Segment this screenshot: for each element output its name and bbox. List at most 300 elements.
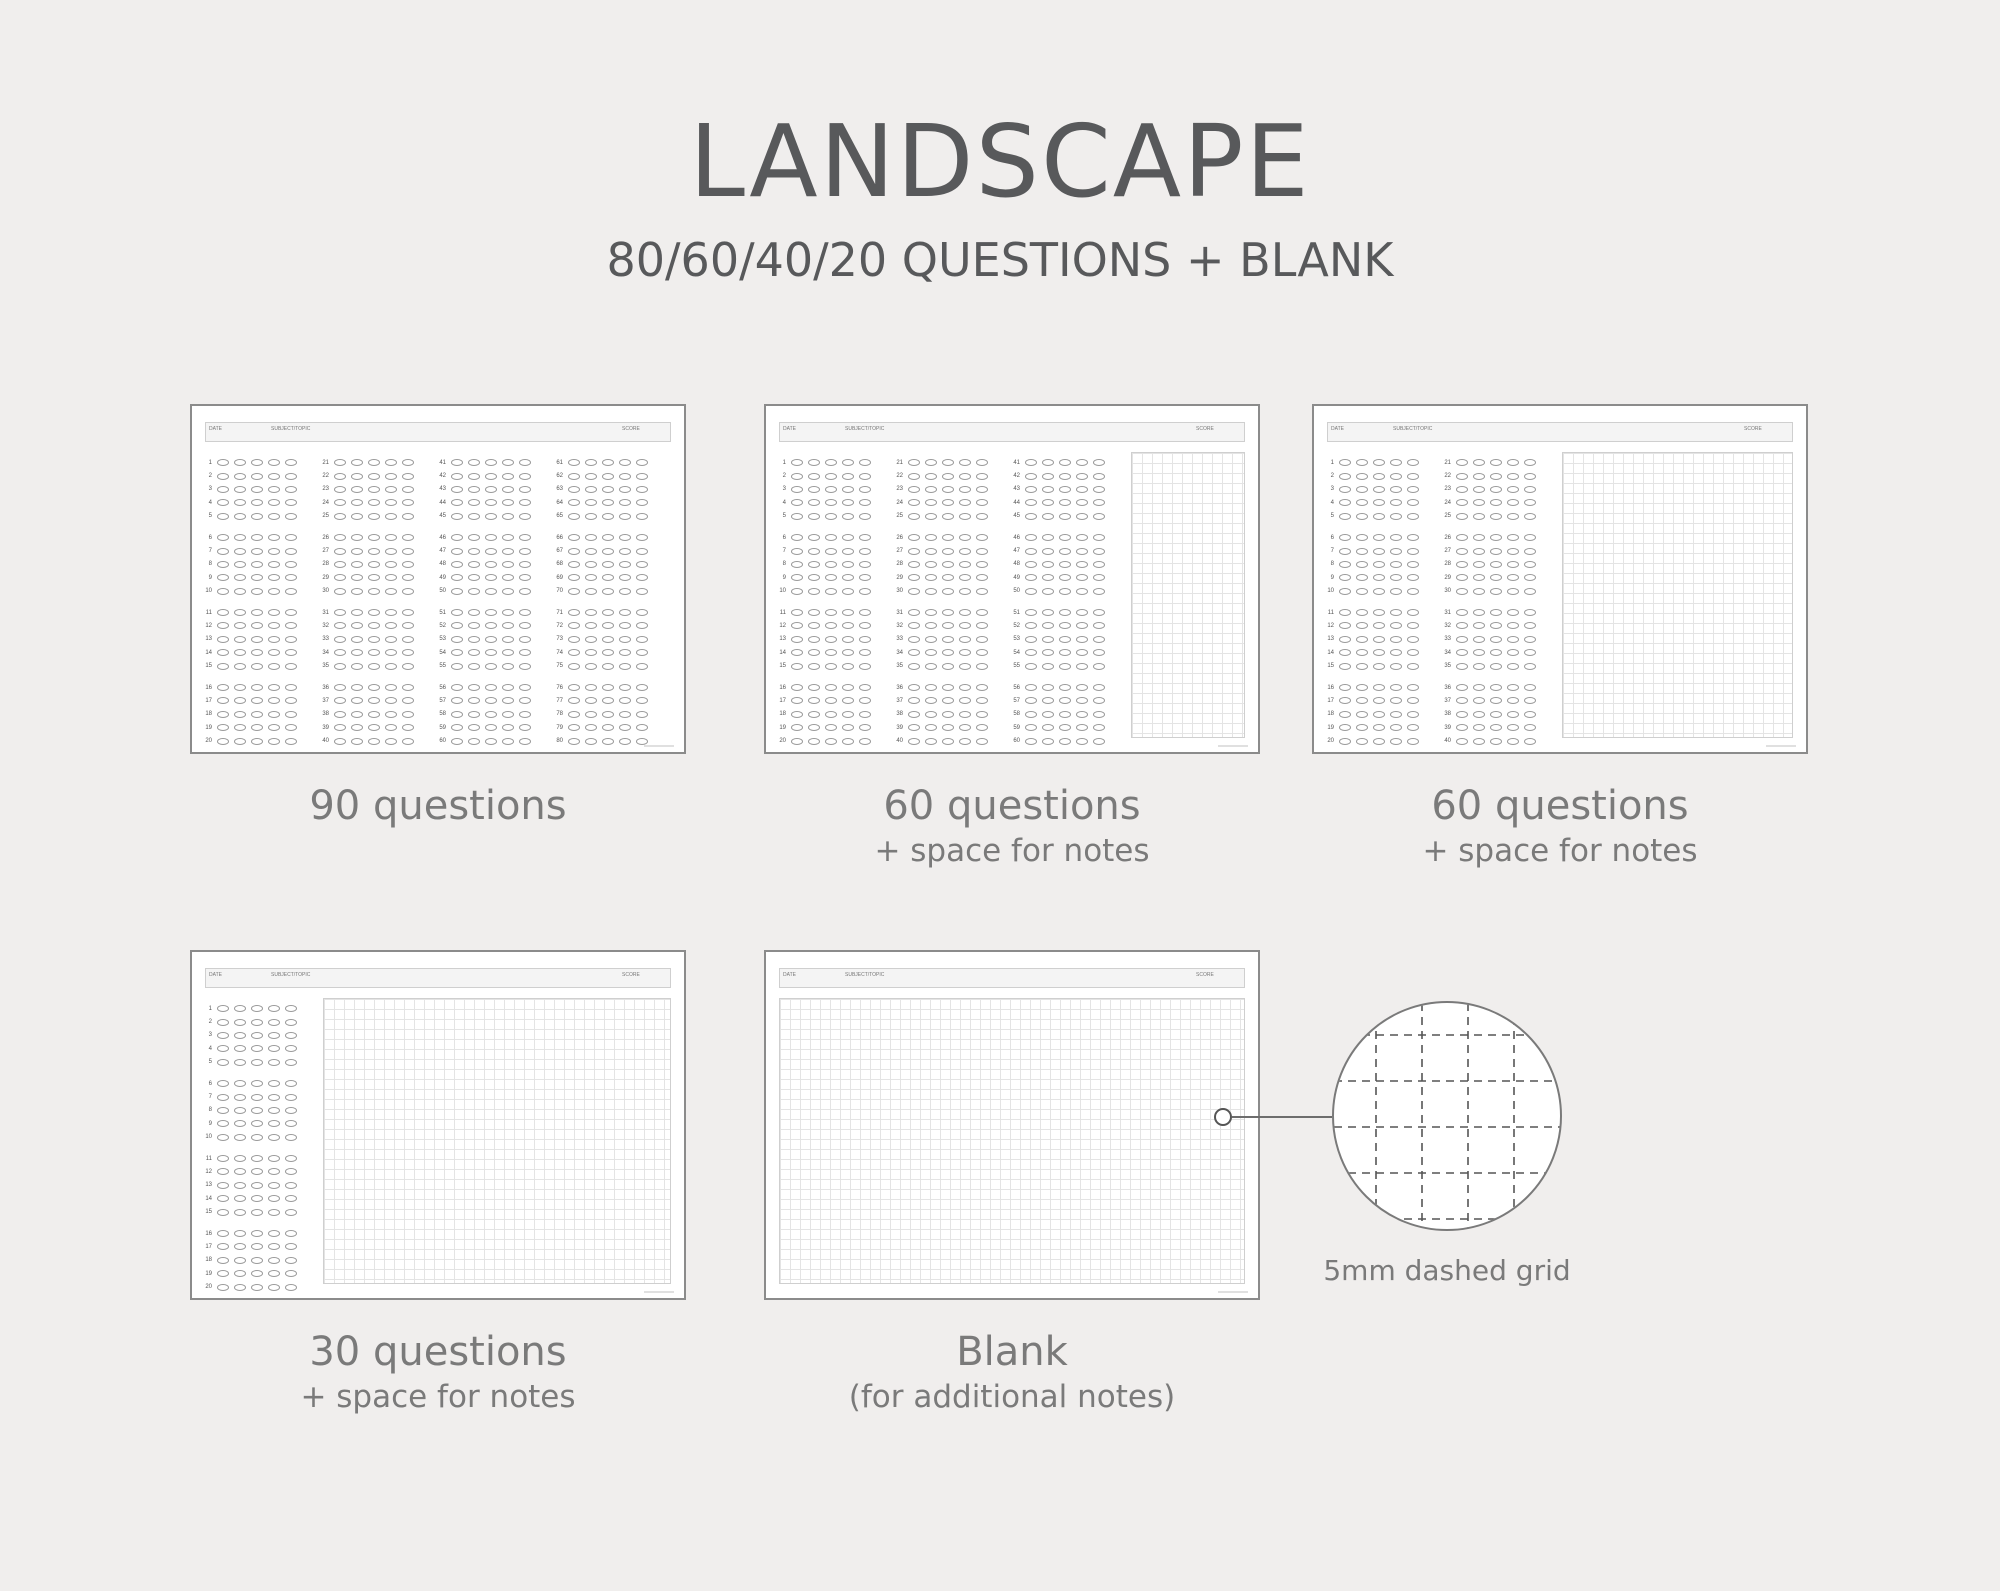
answer-bubble [1407, 609, 1419, 616]
answer-bubble [351, 561, 363, 568]
answer-bubble [859, 684, 871, 691]
answer-bubble [585, 574, 597, 581]
answer-row: 4 [198, 496, 302, 509]
answer-bubble [402, 486, 414, 493]
answer-bubble [285, 1059, 297, 1066]
answer-row: 24 [1437, 496, 1541, 509]
answer-bubble [217, 1045, 229, 1052]
answer-bubble [908, 636, 920, 643]
answer-bubble [925, 663, 937, 670]
answer-bubble [451, 548, 463, 555]
answer-bubble [859, 636, 871, 643]
answer-bubble [451, 534, 463, 541]
answer-bubble [1390, 459, 1402, 466]
answer-bubble [485, 499, 497, 506]
answer-bubble [519, 561, 531, 568]
answer-bubble [602, 724, 614, 731]
answer-bubble [1025, 473, 1037, 480]
answer-row: 23 [315, 483, 419, 496]
answer-bubble [251, 499, 263, 506]
answer-bubble [368, 473, 380, 480]
sheet-header-bar [205, 422, 671, 442]
answer-bubble [368, 711, 380, 718]
answer-bubble [976, 473, 988, 480]
answer-bubble [619, 622, 631, 629]
answer-bubble [451, 486, 463, 493]
answer-row: 17 [198, 1240, 302, 1253]
answer-bubble [1373, 561, 1385, 568]
answer-bubble [602, 513, 614, 520]
answer-bubble [502, 561, 514, 568]
question-column [772, 456, 876, 754]
answer-bubble [1076, 499, 1088, 506]
answer-bubble [1059, 459, 1071, 466]
answer-bubble [468, 548, 480, 555]
answer-bubble [234, 684, 246, 691]
answer-bubble [1076, 513, 1088, 520]
answer-bubble [217, 1270, 229, 1277]
answer-bubble [636, 473, 648, 480]
answer-bubble [1076, 636, 1088, 643]
answer-row: 35 [889, 659, 993, 672]
answer-bubble [285, 636, 297, 643]
answer-bubble [1473, 548, 1485, 555]
answer-bubble [976, 738, 988, 745]
answer-bubble [1407, 473, 1419, 480]
answer-bubble [1456, 684, 1468, 691]
answer-bubble [908, 486, 920, 493]
answer-bubble [368, 548, 380, 555]
answer-bubble [385, 588, 397, 595]
answer-bubble [468, 609, 480, 616]
answer-bubble [1025, 513, 1037, 520]
answer-bubble [502, 697, 514, 704]
answer-bubble [959, 473, 971, 480]
answer-bubble [385, 711, 397, 718]
answer-bubble [976, 499, 988, 506]
answer-bubble [285, 1230, 297, 1237]
answer-bubble [268, 1270, 280, 1277]
sheet-header-subject: SUBJECT/TOPIC [271, 426, 311, 432]
answer-bubble [636, 649, 648, 656]
answer-bubble [1076, 588, 1088, 595]
answer-bubble [842, 738, 854, 745]
answer-bubble [585, 513, 597, 520]
answer-bubble [602, 649, 614, 656]
answer-bubble [1524, 513, 1536, 520]
answer-bubble [1507, 622, 1519, 629]
answer-bubble [808, 724, 820, 731]
answer-bubble [842, 636, 854, 643]
answer-bubble [234, 1270, 246, 1277]
caption-main: 90 questions [309, 783, 567, 829]
answer-bubble [468, 684, 480, 691]
answer-bubble [1025, 561, 1037, 568]
answer-bubble [859, 548, 871, 555]
answer-bubble [1093, 697, 1105, 704]
answer-bubble [976, 561, 988, 568]
answer-row: 65 [549, 510, 653, 523]
answer-bubble [1042, 548, 1054, 555]
answer-bubble [451, 609, 463, 616]
answer-bubble [402, 636, 414, 643]
answer-bubble [925, 548, 937, 555]
answer-bubble [502, 459, 514, 466]
answer-bubble [1507, 499, 1519, 506]
answer-bubble [351, 548, 363, 555]
answer-bubble [234, 473, 246, 480]
dashed-grid-icon [1334, 1003, 1562, 1231]
answer-bubble [619, 609, 631, 616]
answer-bubble [636, 738, 648, 745]
answer-bubble [976, 684, 988, 691]
answer-bubble [568, 574, 580, 581]
sheet-footer-mark [1218, 745, 1248, 747]
answer-row: 41 [432, 456, 536, 469]
answer-bubble [976, 649, 988, 656]
answer-bubble [334, 588, 346, 595]
answer-row: 20 [198, 734, 302, 747]
answer-bubble [402, 663, 414, 670]
answer-bubble [251, 548, 263, 555]
sheet-header-bar [779, 968, 1245, 988]
answer-bubble [602, 548, 614, 555]
answer-row: 39 [315, 721, 419, 734]
answer-bubble [268, 622, 280, 629]
answer-row: 16 [772, 681, 876, 694]
question-column [198, 456, 302, 754]
answer-bubble [1339, 588, 1351, 595]
answer-bubble [908, 534, 920, 541]
answer-bubble [925, 649, 937, 656]
answer-row: 66 [549, 531, 653, 544]
answer-bubble [268, 1059, 280, 1066]
answer-bubble [1059, 649, 1071, 656]
answer-bubble [285, 1045, 297, 1052]
answer-bubble [1093, 684, 1105, 691]
answer-bubble [285, 1257, 297, 1264]
answer-bubble [825, 561, 837, 568]
answer-bubble [842, 724, 854, 731]
answer-bubble [217, 1284, 229, 1291]
question-column [315, 456, 419, 754]
answer-bubble [285, 1005, 297, 1012]
answer-bubble [1456, 499, 1468, 506]
answer-bubble [268, 561, 280, 568]
answer-bubble [385, 697, 397, 704]
answer-row: 20 [772, 734, 876, 747]
answer-bubble [1042, 649, 1054, 656]
answer-bubble [791, 486, 803, 493]
answer-row: 45 [432, 510, 536, 523]
answer-bubble [1507, 459, 1519, 466]
answer-bubble [502, 473, 514, 480]
answer-row: 54 [432, 646, 536, 659]
answer-bubble [451, 588, 463, 595]
answer-bubble [234, 1005, 246, 1012]
answer-bubble [217, 473, 229, 480]
answer-bubble [334, 697, 346, 704]
answer-bubble [925, 499, 937, 506]
answer-bubble [1025, 711, 1037, 718]
answer-bubble [285, 1284, 297, 1291]
answer-row: 24 [889, 496, 993, 509]
answer-bubble [1042, 561, 1054, 568]
answer-bubble [1456, 649, 1468, 656]
answer-row: 18 [1320, 708, 1424, 721]
answer-bubble [268, 486, 280, 493]
answer-bubble [791, 499, 803, 506]
answer-row: 33 [889, 633, 993, 646]
answer-bubble [842, 548, 854, 555]
answer-bubble [451, 724, 463, 731]
answer-bubble [808, 697, 820, 704]
answer-bubble [385, 649, 397, 656]
answer-bubble [1042, 534, 1054, 541]
answer-row: 62 [549, 469, 653, 482]
answer-bubble [1042, 636, 1054, 643]
answer-bubble [568, 738, 580, 745]
answer-row: 29 [889, 571, 993, 584]
caption-sub: + space for notes [300, 1379, 576, 1415]
answer-bubble [251, 1134, 263, 1141]
answer-bubble [217, 1230, 229, 1237]
answer-row: 19 [1320, 721, 1424, 734]
answer-bubble [1390, 697, 1402, 704]
answer-bubble [1490, 513, 1502, 520]
answer-row: 22 [315, 469, 419, 482]
answer-row: 20 [1320, 734, 1424, 747]
answer-bubble [268, 1094, 280, 1101]
answer-bubble [1076, 574, 1088, 581]
answer-bubble [585, 663, 597, 670]
answer-bubble [636, 609, 648, 616]
answer-bubble [908, 711, 920, 718]
answer-bubble [251, 486, 263, 493]
answer-bubble [1059, 684, 1071, 691]
question-column [549, 456, 653, 754]
answer-bubble [636, 588, 648, 595]
answer-bubble [585, 738, 597, 745]
answer-bubble [451, 561, 463, 568]
answer-bubble [791, 724, 803, 731]
answer-row: 43 [1006, 483, 1110, 496]
answer-bubble [1373, 574, 1385, 581]
answer-row: 54 [1006, 646, 1110, 659]
answer-bubble [502, 609, 514, 616]
answer-bubble [1356, 548, 1368, 555]
answer-bubble [368, 622, 380, 629]
answer-bubble [351, 473, 363, 480]
answer-bubble [402, 548, 414, 555]
answer-row: 40 [315, 734, 419, 747]
answer-bubble [217, 1005, 229, 1012]
answer-row: 28 [889, 558, 993, 571]
answer-bubble [217, 1107, 229, 1114]
answer-bubble [942, 574, 954, 581]
answer-row: 9 [1320, 571, 1424, 584]
answer-bubble [925, 534, 937, 541]
answer-bubble [619, 561, 631, 568]
answer-bubble [1076, 548, 1088, 555]
answer-bubble [251, 1270, 263, 1277]
answer-bubble [842, 684, 854, 691]
answer-bubble [619, 588, 631, 595]
answer-bubble [859, 561, 871, 568]
answer-bubble [1390, 684, 1402, 691]
answer-bubble [1373, 684, 1385, 691]
answer-bubble [251, 697, 263, 704]
answer-bubble [1025, 574, 1037, 581]
answer-bubble [1356, 513, 1368, 520]
answer-bubble [502, 574, 514, 581]
answer-row: 30 [889, 585, 993, 598]
answer-bubble [1339, 738, 1351, 745]
answer-bubble [808, 649, 820, 656]
zoom-anchor-dot [1214, 1108, 1232, 1126]
answer-bubble [268, 499, 280, 506]
answer-bubble [1093, 459, 1105, 466]
answer-row: 14 [772, 646, 876, 659]
answer-bubble [251, 724, 263, 731]
answer-row: 36 [889, 681, 993, 694]
answer-row: 26 [1437, 531, 1541, 544]
answer-bubble [1456, 473, 1468, 480]
answer-bubble [1025, 486, 1037, 493]
answer-bubble [908, 588, 920, 595]
answer-bubble [942, 724, 954, 731]
answer-bubble [519, 486, 531, 493]
answer-bubble [1059, 636, 1071, 643]
answer-bubble [825, 738, 837, 745]
answer-bubble [268, 663, 280, 670]
answer-row: 7 [1320, 544, 1424, 557]
answer-bubble [959, 548, 971, 555]
answer-bubble [285, 1155, 297, 1162]
answer-bubble [485, 636, 497, 643]
answer-bubble [1025, 738, 1037, 745]
answer-bubble [251, 636, 263, 643]
answer-bubble [791, 663, 803, 670]
answer-bubble [519, 622, 531, 629]
answer-bubble [808, 513, 820, 520]
answer-bubble [808, 738, 820, 745]
answer-bubble [351, 649, 363, 656]
answer-row: 8 [772, 558, 876, 571]
answer-bubble [385, 499, 397, 506]
answer-bubble [217, 609, 229, 616]
answer-bubble [1339, 724, 1351, 731]
answer-bubble [925, 513, 937, 520]
answer-bubble [485, 486, 497, 493]
answer-bubble [351, 724, 363, 731]
template-caption [190, 1329, 686, 1415]
answer-bubble [1076, 649, 1088, 656]
answer-bubble [1093, 588, 1105, 595]
answer-bubble [808, 588, 820, 595]
answer-bubble [285, 486, 297, 493]
answer-bubble [251, 1155, 263, 1162]
answer-bubble [251, 1005, 263, 1012]
answer-row: 53 [432, 633, 536, 646]
answer-bubble [268, 1257, 280, 1264]
answer-row: 10 [198, 1131, 302, 1144]
answer-bubble [1373, 499, 1385, 506]
answer-bubble [585, 622, 597, 629]
answer-bubble [976, 663, 988, 670]
answer-row: 19 [198, 1267, 302, 1280]
answer-bubble [268, 1209, 280, 1216]
answer-bubble [1373, 738, 1385, 745]
answer-row: 11 [198, 606, 302, 619]
answer-row: 48 [1006, 558, 1110, 571]
answer-bubble [519, 738, 531, 745]
answer-bubble [1507, 588, 1519, 595]
answer-bubble [1524, 622, 1536, 629]
caption-main: 60 questions [1431, 783, 1689, 829]
answer-row: 21 [315, 456, 419, 469]
question-column [432, 456, 536, 754]
answer-bubble [285, 684, 297, 691]
template-preview-60-questions-b [1312, 404, 1808, 754]
answer-bubble [1490, 697, 1502, 704]
answer-bubble [234, 724, 246, 731]
answer-bubble [234, 697, 246, 704]
answer-bubble [925, 697, 937, 704]
answer-bubble [468, 588, 480, 595]
answer-bubble [217, 499, 229, 506]
answer-bubble [925, 486, 937, 493]
answer-bubble [285, 473, 297, 480]
answer-row: 61 [549, 456, 653, 469]
template-preview-60-questions-a [764, 404, 1260, 754]
answer-bubble [842, 534, 854, 541]
answer-bubble [485, 663, 497, 670]
answer-bubble [1059, 513, 1071, 520]
answer-bubble [485, 574, 497, 581]
answer-bubble [791, 473, 803, 480]
answer-row: 80 [549, 734, 653, 747]
answer-bubble [1407, 534, 1419, 541]
answer-bubble [1093, 513, 1105, 520]
answer-bubble [268, 724, 280, 731]
answer-bubble [368, 609, 380, 616]
answer-row: 4 [198, 1042, 302, 1055]
answer-bubble [925, 459, 937, 466]
answer-bubble [217, 548, 229, 555]
answer-bubble [1407, 663, 1419, 670]
answer-bubble [402, 574, 414, 581]
answer-row: 3 [198, 1029, 302, 1042]
sheet-header-subject: SUBJECT/TOPIC [1393, 426, 1433, 432]
answer-bubble [1059, 738, 1071, 745]
answer-bubble [251, 1257, 263, 1264]
answer-bubble [285, 622, 297, 629]
answer-bubble [285, 499, 297, 506]
answer-row: 22 [889, 469, 993, 482]
answer-row: 60 [1006, 734, 1110, 747]
answer-bubble [1524, 548, 1536, 555]
answer-bubble [368, 561, 380, 568]
answer-bubble [1507, 684, 1519, 691]
answer-bubble [1456, 636, 1468, 643]
answer-bubble [585, 486, 597, 493]
answer-bubble [368, 588, 380, 595]
answer-row: 2 [1320, 469, 1424, 482]
answer-bubble [585, 697, 597, 704]
answer-bubble [585, 649, 597, 656]
answer-row: 52 [1006, 619, 1110, 632]
